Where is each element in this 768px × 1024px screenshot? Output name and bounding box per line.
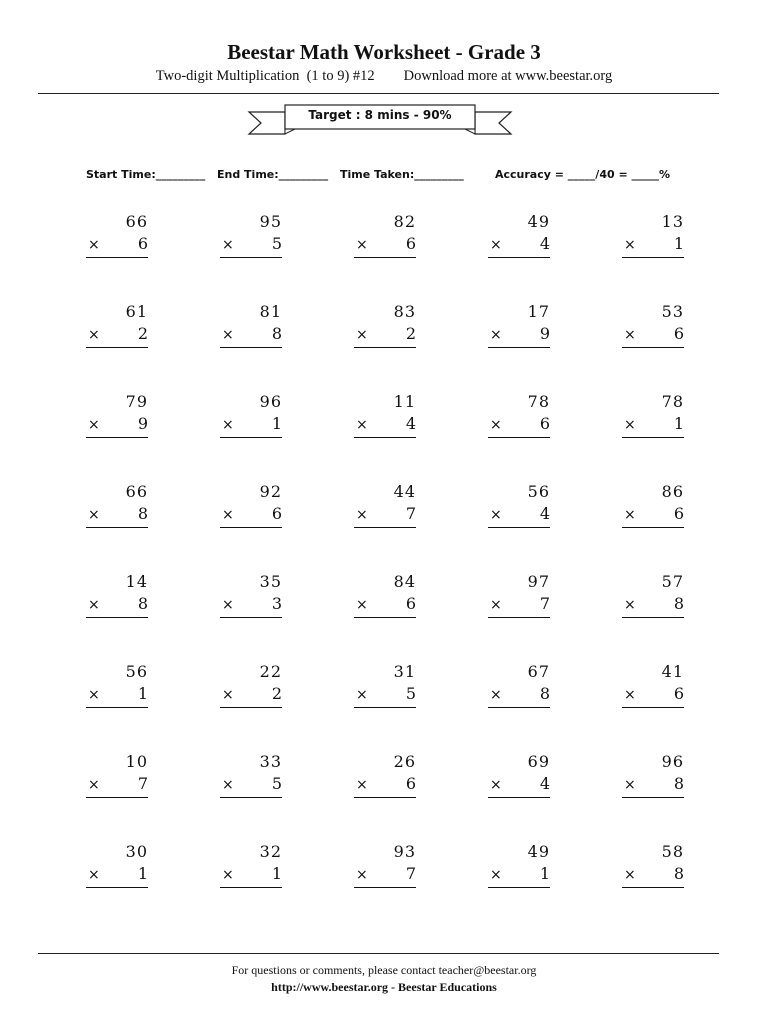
footer-divider — [38, 953, 719, 954]
multiplier: 5 — [405, 684, 416, 703]
multiplication-problem — [220, 662, 282, 710]
answer-line — [488, 527, 550, 528]
multiplicand: 86 — [661, 482, 684, 501]
multiplicand: 83 — [393, 302, 416, 321]
multiplier: 7 — [539, 594, 550, 613]
multiplication-problem — [354, 842, 416, 890]
multiplier: 6 — [405, 774, 416, 793]
multiplier: 2 — [137, 324, 148, 343]
multiplier: 8 — [673, 864, 684, 883]
multiplier: 6 — [673, 684, 684, 703]
multiplicand: 67 — [527, 662, 550, 681]
answer-line — [622, 527, 684, 528]
multiply-sign: × — [624, 687, 636, 703]
answer-line — [220, 437, 282, 438]
multiplication-problem — [86, 302, 148, 350]
multiply-sign: × — [88, 687, 100, 703]
multiplicand: 66 — [125, 212, 148, 231]
multiply-sign: × — [88, 507, 100, 523]
answer-line — [488, 797, 550, 798]
multiplication-problem — [354, 752, 416, 800]
multiplication-problem — [488, 392, 550, 440]
multiplier: 8 — [673, 594, 684, 613]
multiply-sign: × — [490, 237, 502, 253]
multiplication-problem — [86, 392, 148, 440]
multiplicand: 31 — [393, 662, 416, 681]
multiplier: 4 — [539, 774, 550, 793]
multiplication-problem — [622, 482, 684, 530]
multiply-sign: × — [356, 237, 368, 253]
accuracy-field: Accuracy = _____/40 = _____% — [495, 168, 671, 181]
multiply-sign: × — [88, 327, 100, 343]
footer-website: http://www.beestar.org - Beestar Educations — [271, 980, 497, 994]
multiply-sign: × — [356, 777, 368, 793]
multiplier: 6 — [137, 234, 148, 253]
multiply-sign: × — [88, 867, 100, 883]
multiplier: 2 — [271, 684, 282, 703]
multiplier: 4 — [405, 414, 416, 433]
answer-line — [220, 527, 282, 528]
multiplication-problem — [488, 662, 550, 710]
multiplier: 4 — [539, 234, 550, 253]
multiply-sign: × — [88, 417, 100, 433]
answer-line — [622, 797, 684, 798]
multiplier: 8 — [673, 774, 684, 793]
multiplicand: 56 — [527, 482, 550, 501]
multiplication-problem — [220, 842, 282, 890]
answer-line — [86, 527, 148, 528]
multiplication-problem — [220, 752, 282, 800]
multiplicand: 61 — [125, 302, 148, 321]
multiplication-problem — [354, 302, 416, 350]
multiply-sign: × — [356, 867, 368, 883]
multiplication-problem — [354, 482, 416, 530]
multiplier: 9 — [539, 324, 550, 343]
multiplication-problem — [488, 212, 550, 260]
multiplicand: 13 — [661, 212, 684, 231]
multiply-sign: × — [490, 507, 502, 523]
multiplication-problem — [86, 572, 148, 620]
multiplicand: 79 — [125, 392, 148, 411]
answer-line — [86, 437, 148, 438]
multiply-sign: × — [222, 237, 234, 253]
multiplier: 1 — [673, 234, 684, 253]
multiplicand: 96 — [661, 752, 684, 771]
answer-line — [354, 887, 416, 888]
answer-line — [354, 707, 416, 708]
multiplicand: 78 — [661, 392, 684, 411]
multiplier: 1 — [271, 414, 282, 433]
answer-line — [220, 707, 282, 708]
multiplier: 1 — [673, 414, 684, 433]
multiply-sign: × — [222, 867, 234, 883]
multiplication-problem — [622, 572, 684, 620]
answer-line — [622, 707, 684, 708]
answer-line — [622, 347, 684, 348]
multiplicand: 84 — [393, 572, 416, 591]
multiplication-problem — [86, 662, 148, 710]
multiply-sign: × — [490, 327, 502, 343]
answer-line — [354, 527, 416, 528]
multiplication-problem — [220, 302, 282, 350]
multiplicand: 92 — [259, 482, 282, 501]
multiplier: 3 — [271, 594, 282, 613]
multiply-sign: × — [624, 417, 636, 433]
multiplication-problem — [622, 392, 684, 440]
multiply-sign: × — [356, 327, 368, 343]
answer-line — [622, 257, 684, 258]
multiply-sign: × — [222, 507, 234, 523]
multiplicand: 35 — [259, 572, 282, 591]
multiply-sign: × — [88, 237, 100, 253]
answer-line — [488, 887, 550, 888]
answer-line — [488, 347, 550, 348]
multiplication-problem — [220, 482, 282, 530]
multiplier: 7 — [405, 504, 416, 523]
multiplier: 1 — [539, 864, 550, 883]
answer-line — [86, 797, 148, 798]
answer-line — [220, 617, 282, 618]
multiplication-problem — [86, 752, 148, 800]
start-time-field: Start Time:_________ — [86, 168, 206, 181]
multiplicand: 53 — [661, 302, 684, 321]
multiplicand: 49 — [527, 842, 550, 861]
multiply-sign: × — [490, 597, 502, 613]
multiplicand: 96 — [259, 392, 282, 411]
multiplicand: 69 — [527, 752, 550, 771]
multiplier: 6 — [405, 234, 416, 253]
multiplication-problem — [354, 212, 416, 260]
multiplicand: 11 — [393, 392, 416, 411]
multiplier: 6 — [673, 504, 684, 523]
answer-line — [86, 347, 148, 348]
multiply-sign: × — [490, 687, 502, 703]
multiplicand: 14 — [125, 572, 148, 591]
multiplication-problem — [622, 662, 684, 710]
answer-line — [354, 437, 416, 438]
answer-line — [488, 707, 550, 708]
multiplication-problem — [622, 842, 684, 890]
answer-line — [220, 257, 282, 258]
multiplier: 7 — [137, 774, 148, 793]
answer-line — [86, 887, 148, 888]
multiplicand: 33 — [259, 752, 282, 771]
multiplicand: 30 — [125, 842, 148, 861]
multiplicand: 49 — [527, 212, 550, 231]
multiply-sign: × — [624, 237, 636, 253]
answer-line — [488, 257, 550, 258]
multiplicand: 81 — [259, 302, 282, 321]
multiplication-problem — [622, 752, 684, 800]
multiplicand: 78 — [527, 392, 550, 411]
time-taken-field: Time Taken:_________ — [340, 168, 464, 181]
multiplicand: 32 — [259, 842, 282, 861]
answer-line — [622, 437, 684, 438]
multiply-sign: × — [222, 597, 234, 613]
multiplication-problem — [488, 572, 550, 620]
multiplication-problem — [86, 482, 148, 530]
multiplicand: 95 — [259, 212, 282, 231]
multiply-sign: × — [624, 777, 636, 793]
answer-line — [220, 347, 282, 348]
answer-line — [622, 887, 684, 888]
answer-line — [86, 257, 148, 258]
multiplication-problem — [220, 572, 282, 620]
multiply-sign: × — [624, 507, 636, 523]
header-divider — [38, 93, 719, 94]
worksheet-title: Beestar Math Worksheet - Grade 3 — [227, 40, 541, 64]
multiplier: 1 — [137, 684, 148, 703]
multiply-sign: × — [88, 777, 100, 793]
multiply-sign: × — [490, 417, 502, 433]
answer-line — [220, 887, 282, 888]
multiplication-problem — [488, 752, 550, 800]
multiplicand: 41 — [661, 662, 684, 681]
multiply-sign: × — [356, 507, 368, 523]
answer-line — [86, 707, 148, 708]
multiplier: 6 — [673, 324, 684, 343]
multiplier: 1 — [271, 864, 282, 883]
multiplication-problem — [220, 212, 282, 260]
multiplier: 2 — [405, 324, 416, 343]
multiply-sign: × — [356, 597, 368, 613]
multiplication-problem — [488, 842, 550, 890]
multiply-sign: × — [222, 777, 234, 793]
multiply-sign: × — [624, 867, 636, 883]
multiplicand: 10 — [125, 752, 148, 771]
multiply-sign: × — [624, 597, 636, 613]
answer-line — [86, 617, 148, 618]
multiplier: 7 — [405, 864, 416, 883]
multiplicand: 22 — [259, 662, 282, 681]
multiply-sign: × — [356, 687, 368, 703]
multiplier: 6 — [539, 414, 550, 433]
multiplication-problem — [488, 302, 550, 350]
multiplicand: 56 — [125, 662, 148, 681]
multiply-sign: × — [624, 327, 636, 343]
multiplier: 5 — [271, 234, 282, 253]
multiply-sign: × — [88, 597, 100, 613]
multiply-sign: × — [490, 867, 502, 883]
multiply-sign: × — [222, 327, 234, 343]
multiplier: 1 — [137, 864, 148, 883]
multiplier: 8 — [137, 594, 148, 613]
multiplicand: 58 — [661, 842, 684, 861]
multiplicand: 93 — [393, 842, 416, 861]
multiplicand: 17 — [527, 302, 550, 321]
answer-line — [622, 617, 684, 618]
multiplication-problem — [622, 302, 684, 350]
multiplicand: 97 — [527, 572, 550, 591]
multiplicand: 26 — [393, 752, 416, 771]
multiplication-problem — [86, 212, 148, 260]
multiplicand: 57 — [661, 572, 684, 591]
multiplication-problem — [488, 482, 550, 530]
multiplier: 4 — [539, 504, 550, 523]
answer-line — [354, 797, 416, 798]
multiplication-problem — [354, 572, 416, 620]
multiplier: 5 — [271, 774, 282, 793]
footer-contact: For questions or comments, please contact teacher@beestar.org — [231, 963, 537, 977]
multiply-sign: × — [490, 777, 502, 793]
target-label: Target : 8 mins - 90% — [308, 108, 452, 122]
multiplication-problem — [354, 662, 416, 710]
multiplier: 8 — [539, 684, 550, 703]
multiplier: 6 — [271, 504, 282, 523]
multiplicand: 66 — [125, 482, 148, 501]
multiplier: 9 — [137, 414, 148, 433]
answer-line — [488, 437, 550, 438]
multiplication-problem — [354, 392, 416, 440]
multiplier: 8 — [271, 324, 282, 343]
answer-line — [354, 257, 416, 258]
answer-line — [354, 617, 416, 618]
multiplier: 6 — [405, 594, 416, 613]
end-time-field: End Time:_________ — [217, 168, 329, 181]
multiplication-problem — [622, 212, 684, 260]
multiply-sign: × — [222, 417, 234, 433]
multiplicand: 44 — [393, 482, 416, 501]
worksheet-subtitle: Two-digit Multiplication (1 to 9) #12 Download more at www.beestar.org — [155, 68, 613, 84]
multiply-sign: × — [222, 687, 234, 703]
multiplication-problem — [86, 842, 148, 890]
multiplier: 8 — [137, 504, 148, 523]
answer-line — [488, 617, 550, 618]
answer-line — [220, 797, 282, 798]
answer-line — [354, 347, 416, 348]
multiplicand: 82 — [393, 212, 416, 231]
multiplication-problem — [220, 392, 282, 440]
multiply-sign: × — [356, 417, 368, 433]
